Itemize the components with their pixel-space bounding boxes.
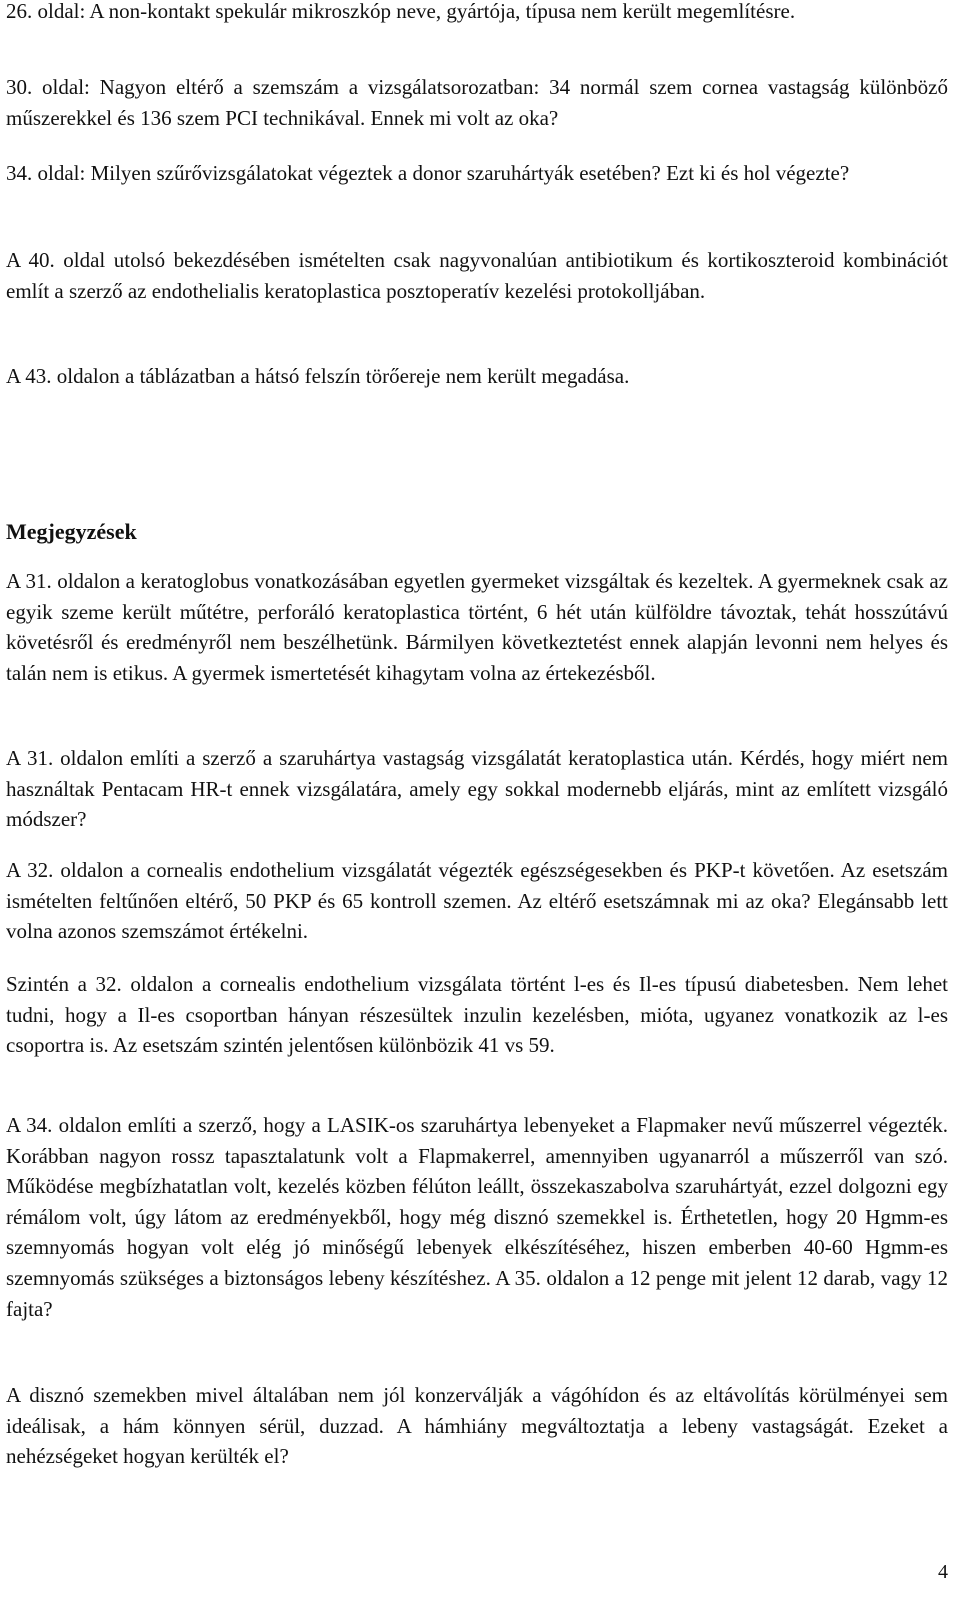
paragraph-keratoglobus-note: A 31. oldalon a keratoglobus vonatkozásában egyetlen gyermeket vizsgáltak és kezeltek. A gyermeknek csak az egyik szeme került műtétre, perforáló keratoplastica történt, 6 hét után külföldre távoztak, tehát hosszútávú követésről és eredményről nem beszélhetünk. Bármilyen következtetést ennek alapján levonni nem helyes és talán nem is etikus. A gyermek ismertetését kihagytam volna az értekezésből. — [6, 569, 948, 685]
paragraph-pig-eyes-note: A disznó szemekben mivel általában nem jól konzerválják a vágóhídon és az eltávolítás körülményei sem ideálisak, a hám könnyen sérül, duzzad. A hámhiány megváltoztatja a lebeny vastagságát. Ezeket a nehézségeket hogyan kerülték el? — [6, 1383, 948, 1469]
paragraph-page32-endothelium-note: A 32. oldalon a cornealis endothelium vizsgálatát végezték egészségesekben és PKP-t követően. Az esetszám ismételten feltűnően eltérő, 50 PKP és 65 kontroll szemen. Az eltérő esetszámnak mi az oka? Elegánsabb lett volna azonos szemszámot értékelni. — [6, 858, 948, 944]
paragraph-page31-thickness-note: A 31. oldalon említi a szerző a szaruhártya vastagság vizsgálatát keratoplastica után. Kérdés, hogy miért nem használtak Pentacam HR-t ennek vizsgálatára, amely egy sokkal modernebb eljárás, mint az említett vizsgáló módszer? — [6, 746, 948, 832]
paragraph-page40-note: A 40. oldal utolsó bekezdésében ismételten csak nagyvonalúan antibiotikum és kortikoszteroid kombinációt említ a szerző az endothelialis keratoplastica posztoperatív kezelési protokolljában. — [6, 248, 948, 303]
section-heading: Megjegyzések — [6, 519, 137, 544]
paragraph-page34-flapmaker-note: A 34. oldalon említi a szerző, hogy a LASIK-os szaruhártya lebenyeket a Flapmaker nevű műszerrel végezték. Korábban nagyon rossz tapasztalatunk volt a Flapmakerrel, amennyiben ugyanarról a műszerről van szó. Működése megbízhatatlan volt, kezelés közben félúton leállt, összekaszabolva szaruhártyát, ezzel dolgozni egy rémálom volt, úgy látom az eredményekből, hogy még disznó szemekkel is. Érthetetlen, hogy 20 Hgmm-es szemnyomás hogyan volt elég jó minőségű lebenyek elkészítéséhez, hiszen emberben 40-60 Hgmm-es szemnyomás szükséges a biztonságos lebeny készítéshez. A 35. oldalon a 12 penge mit jelent 12 darab, vagy 12 fajta? — [6, 1113, 948, 1321]
paragraph-page26-note: 26. oldal: A non-kontakt spekulár mikroszkóp neve, gyártója, típusa nem került megemlítésre. — [6, 0, 796, 23]
paragraph-page43-note: A 43. oldalon a táblázatban a hátsó felszín törőereje nem került megadása. — [6, 364, 630, 388]
paragraph-page34-question: 34. oldal: Milyen szűrővizsgálatokat végeztek a donor szaruhártyák esetében? Ezt ki és hol végezte? — [6, 161, 850, 185]
paragraph-page32-diabetes-note: Szintén a 32. oldalon a cornealis endothelium vizsgálata történt l-es és Il-es típusú diabetesben. Nem lehet tudni, hogy a Il-es csoportban hányan részesültek inzulin kezelésben, mióta, ugyanez vonatkozik az l-es csoportra is. Az esetszám szintén jelentősen különbözik 41 vs 59. — [6, 972, 948, 1058]
page-number: 4 — [938, 1561, 948, 1583]
paragraph-page30-note: 30. oldal: Nagyon eltérő a szemszám a vizsgálatsorozatban: 34 normál szem cornea vastagság különböző műszerekkel és 136 szem PCI technikával. Ennek mi volt az oka? — [6, 75, 948, 130]
